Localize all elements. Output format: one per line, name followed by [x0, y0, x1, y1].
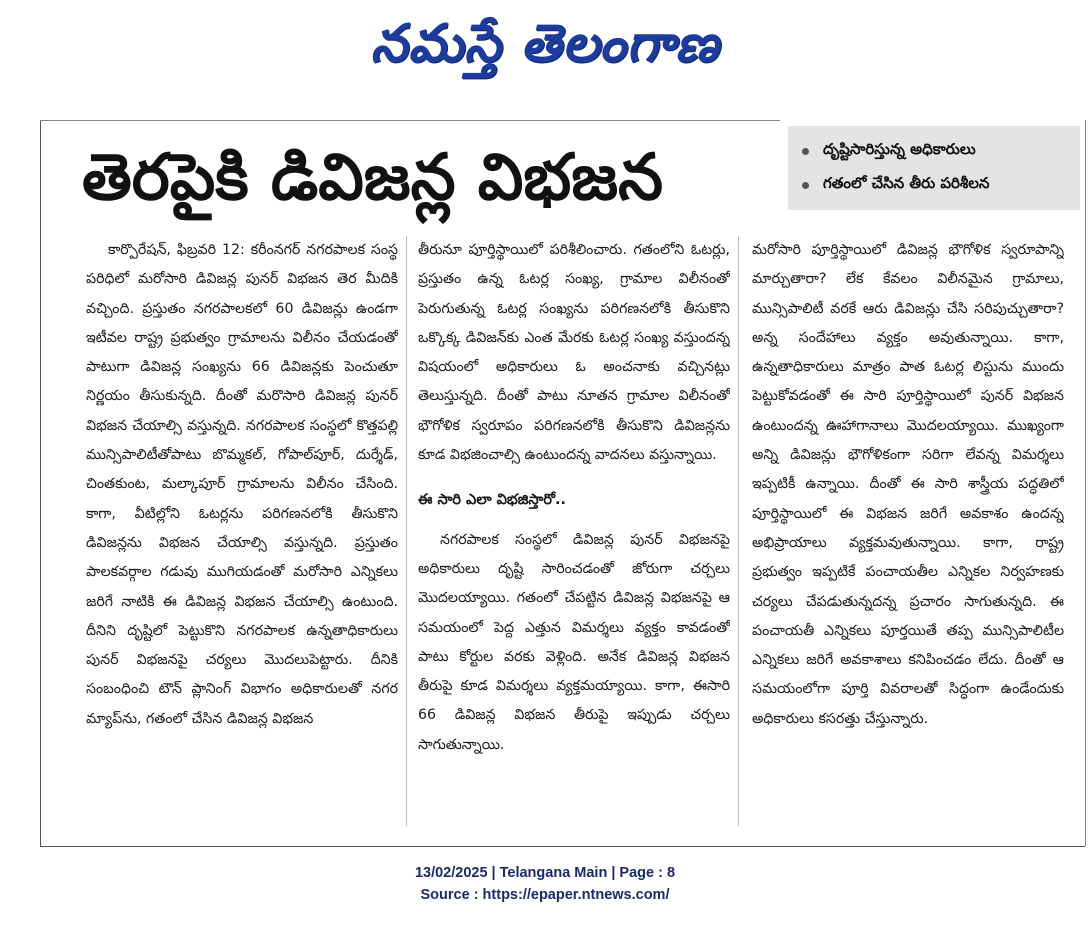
section-subheading: ఈ సారి ఎలా విభజిస్తారో.. — [418, 492, 566, 509]
highlights-box — [788, 126, 1080, 210]
bullet-icon — [802, 182, 809, 189]
paragraph: తీరునూ పూర్తిస్థాయిలో పరిశీలించారు. గతంలోని ఓటర్లు, ప్రస్తుతం ఉన్న ఓటర్ల సంఖ్య, గ్రామాల విలీనంతో పెరుగుతున్న ఓటర్ల సంఖ్యను పరిగణనలోకి తీసుకొని ఒక్కొక్క డివిజన్‌కు ఎంత మేరకు ఓటర్ల సంఖ్య వస్తుందన్న విషయంలో అధికారులు ఓ అంచనాకు వచ్చినట్లు తెలుస్తున్నది. దీంతో పాటు నూతన గ్రామాల విలీనంతో భౌగోళిక స్వరూపం పరిగణనలోకి తీసుకొని డివిజన్లను కూడ విభజించాల్సి ఉంటుందన్న వాదనలు వస్తున్నాయి. — [418, 242, 730, 464]
source-link[interactable]: Source : https://epaper.ntnews.com/ — [420, 887, 670, 903]
clip-border-right — [1085, 120, 1086, 846]
clip-border-top — [40, 120, 780, 121]
column-divider — [738, 236, 739, 826]
bullet-icon — [802, 148, 809, 155]
clip-border-left — [40, 120, 41, 846]
newspaper-masthead — [0, 4, 1090, 84]
paragraph: కార్పొరేషన్, ఫిబ్రవరి 12: కరీంనగర్ నగరపాలక సంస్థ పరిధిలో మరోసారి డివిజన్ల పునర్ విభజన తెర మీదికి వచ్చింది. ప్రస్తుతం నగరపాలకలో 60 డివిజన్లు ఉండగా ఇటీవల రాష్ట్ర ప్రభుత్వం గ్రామాలను విలీనం చేయడంతో పాటుగా డివిజన్ల సంఖ్యను 66 డివిజన్లకు పెంచుతూ నిర్ణయం తీసుకున్నది. దీంతో మరొసారి డివిజన్ల పునర్ విభజన చేయాల్సి వస్తున్నది. నగరపాలక సంస్థలో కొత్తపల్లి మున్సిపాలిటీతోపాటు బొమ్మకల్, గోపాల్‌పూర్, దుర్శేడ్, చింతకుంట, మల్కాపూర్ గ్రామాలను విలీనం చేసింది. కాగా, వీటిల్లోని ఓటర్లను పరిగణనలోకి తీసుకొని డివిజన్లను విభజన చేయాల్సి వస్తున్నది. ప్రస్తుతం పాలకవర్గాల గడువు ముగియడంతో మరోసారి ఎన్నికలు జరిగే నాటికి ఈ డివిజన్ల విభజన చేయాల్సి ఉంటుంది. దీనిని దృష్టిలో పెట్టుకొని నగరపాలక ఉన్నతాధికారులు పునర్ విభజనపై చర్యలు మొదలుపెట్టారు. దీనికి సంబంధించి టౌన్ ప్లానింగ్ విభాగం అధికారులతో నగర మ్యాప్‌ను, గతంలో చేసిన డివిజన్ల విభజన — [86, 242, 398, 727]
paragraph: మరోసారి పూర్తిస్థాయిలో డివిజన్ల భౌగోళిక స్వరూపాన్ని మార్చుతారా? లేక కేవలం విలీనమైన గ్రామాలు, మున్సిపాలిటీ వరకే ఆరు డివిజన్లు చేసి సరిపుచ్చుతారా? అన్న సందేహాలు వ్యక్తం అవుతున్నాయి. కాగా, ఉన్నతాధికారులు మాత్రం పాత ఓటర్ల లిస్టును ముందు పెట్టుకోవడంతో ఈ సారి పూర్తిస్థాయిలో పునర్ విభజన ఉంటుందన్న ఊహాగానాలు మొదలయ్యాయి. ముఖ్యంగా అన్ని డివిజన్లు భౌగోళికంగా సరిగా లేవన్న విమర్శలు ఇప్పటికీ ఉన్నాయి. దీంతో ఈ సారి శాస్త్రీయ పద్ధతిలో పూర్తిస్థాయిలో ఈ విభజన జరిగే అవకాశం ఉందన్న అభిప్రాయాలు వ్యక్తమవుతున్నాయి. కాగా, రాష్ట్ర ప్రభుత్వం ఇప్పటికే పంచాయతీల ఎన్నికల నిర్వహణకు చర్యలు చేపడుతున్నదన్న ప్రచారం సాగుతున్నది. ఈ పంచాయతీ ఎన్నికలు పూర్తయితే తప్ప మున్సిపాలిటీల ఎన్నికలు జరిగే అవకాశాలు కనిపించడం లేదు. దీంతో ఆ సమయంలోగా పూర్తి వివరాలతో సిద్ధంగా ఉండేందుకు అధికారులు కసరత్తు చేస్తున్నారు. — [752, 242, 1064, 727]
article-column-2 — [418, 236, 730, 836]
highlight-item — [788, 134, 1080, 168]
article-column-1 — [86, 236, 398, 836]
article-column-3 — [752, 236, 1064, 836]
highlight-text: దృష్టిసారిస్తున్న అధికారులు — [823, 140, 976, 158]
paragraph: నగరపాలక సంస్థలో డివిజన్ల పునర్ విభజనపై అధికారులు దృష్టి సారించడంతో జోరుగా చర్చలు మొదలయ్యాయి. గతంలో చేపట్టిన డివిజన్ల విభజనపై ఆ సమయంలో పెద్ద ఎత్తున విమర్శలు వ్యక్తం కావడంతో పాటు కోర్టుల వరకు వెళ్లింది. అనేక డివిజన్ల విభజన తీరుపై కూడ విమర్శలు వ్యక్తమయ్యాయి. కాగా, ఈసారి 66 డివిజన్ల విభజన తీరుపై ఇప్పుడు చర్చలు సాగుతున్నాయి. — [418, 531, 730, 753]
highlight-text: గతంలో చేసిన తీరు పరిశీలన — [823, 174, 990, 192]
highlight-item — [788, 168, 1080, 202]
article-headline: తెరపైకి డివిజన్ల విభజన — [82, 141, 664, 215]
edition-info: 13/02/2025 | Telangana Main | Page : 8 — [414, 865, 676, 881]
clip-border-bottom — [40, 846, 1085, 847]
column-divider — [406, 236, 407, 826]
page-footer — [0, 862, 1090, 906]
masthead-title: నమస్తే తెలంగాణ — [370, 14, 720, 74]
